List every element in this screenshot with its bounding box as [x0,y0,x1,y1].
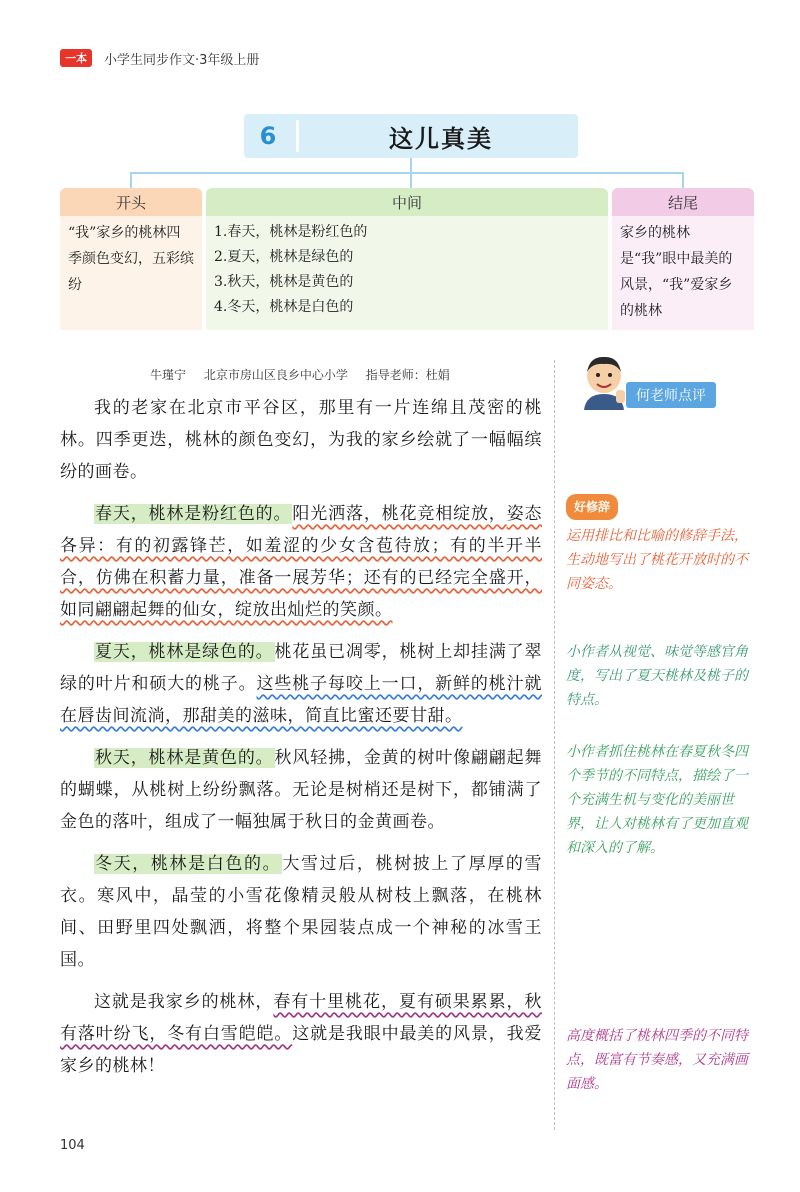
comment-text: 小作者抓住桃林在春夏秋冬四个季节的不同特点，描绘了一个充满生机与变化的美丽世界，让人对桃林有了更加直观和深入的了解。 [566,744,748,856]
body-text: 这就是我家乡的桃林， [94,992,274,1012]
title-divider [296,120,299,152]
comment-note [566,640,756,712]
outline-middle-item: 1.春天，桃林是粉红色的 [214,224,368,240]
paragraph-intro: 我的老家在北京市平谷区，那里有一片连绵且茂密的桃林。四季更迭，桃林的颜色变幻，为我的家乡绘就了一幅幅缤纷的画卷。 [60,398,542,482]
topic-sentence: 冬天，桃林是白色的。 [95,854,282,874]
author-school: 北京市房山区良乡中心小学 [203,368,348,382]
lesson-number: 6 [259,122,277,150]
comment-note [566,1024,756,1096]
teacher-avatar-icon [576,352,632,410]
comment-note [566,494,756,596]
outline-middle-item: 4.冬天，桃林是白色的 [214,299,354,315]
column-divider [554,360,555,1130]
topic-sentence: 秋天，桃林是黄色的。 [95,748,274,768]
paragraph-conclusion [60,986,542,1082]
article-body [60,392,542,1092]
paragraph-summer [60,636,542,732]
paragraph-autumn [60,742,542,838]
comment-text: 高度概括了桃林四季的不同特点，既富有节奏感，又充满画面感。 [566,1028,748,1092]
topic-sentence: 春天，桃林是粉红色的。 [95,504,292,524]
outline-start-text: “我”家乡的桃林四季颜色变幻，五彩缤纷 [60,216,202,330]
body-text: 这就是我眼中最美的风景，我爱家乡的桃林！ [60,1024,542,1076]
underlined-text: 姿态各异：有的初露锋芒，如羞涩的少女含苞待放；有的半开半合，仿佛在积蓄力量，准备一展芳华；还有的已经完全盛开，如同翩翩起舞的仙女，绽放出灿烂的笑颜。 [60,504,543,620]
outline-start-label: 开头 [60,188,202,216]
rhetoric-tag: 好修辞 [566,494,618,520]
author-line [150,366,464,383]
outline-start-column [60,188,202,330]
page-number: 104 [60,1138,85,1153]
teacher-comment-label: 何老师点评 [626,382,716,408]
comment-note [566,740,756,860]
body-text: 秋风轻拂，金黄的树叶像翩翩起舞的蝴蝶，从桃树上纷纷飘落。无论是树梢还是树下，都铺满了金色的落叶，组成了一幅独属于秋日的金黄画卷。 [60,748,543,832]
outline-end-text: 家乡的桃林是“我”眼中最美的风景，“我”爱家乡的桃林 [612,216,754,330]
paragraph-spring [60,498,542,626]
body-text: 大雪过后，桃树披上了厚厚的雪衣。寒风中，晶莹的小雪花像精灵般从树枝上飘落，在桃林间、田野里四处飘洒，将整个果园装点成一个神秘的冰雪王国。 [60,854,543,970]
underlined-text: 春有十里桃花，夏有硕果累累，秋有落叶纷飞，冬有白雪皑皑。 [60,992,542,1044]
page-header [60,48,259,68]
outline-middle-item: 3.秋天，桃林是黄色的 [214,274,354,290]
comment-text: 小作者从视觉、味觉等感官角度，写出了夏天桃林及桃子的特点。 [566,644,748,708]
outline-middle-column [206,188,608,330]
lesson-title: 这儿真美 [389,123,493,153]
underlined-text: 这些桃子每咬上一口，新鲜的桃汁就在唇齿间流淌，那甜美的滋味，简直比蜜还要甘甜。 [60,674,543,726]
outline-middle-label: 中间 [206,188,608,216]
outline-end-column [612,188,754,330]
outline-middle-item: 2.夏天，桃林是绿色的 [214,249,354,265]
teacher-comment-header [576,352,746,412]
lesson-title-bar [244,114,578,158]
author-name: 牛瑾宁 [150,368,187,382]
outline-end-label: 结尾 [612,188,754,216]
topic-sentence: 夏天，桃林是绿色的。 [95,642,274,662]
book-title: 小学生同步作文·3年级上册 [104,52,260,68]
author-teacher: 指导老师：杜娟 [365,368,450,382]
underlined-text: 阳光洒落，桃花竞相绽放， [292,504,507,524]
comment-text: 运用排比和比喻的修辞手法，生动地写出了桃花开放时的不同姿态。 [566,528,748,592]
outline-middle-list [206,216,608,330]
body-text: 桃花虽已凋零，桃树上却挂满了翠绿的叶片和硕大的桃子。 [60,642,543,694]
paragraph-winter [60,848,542,976]
publisher-logo: 一本 [60,49,92,67]
